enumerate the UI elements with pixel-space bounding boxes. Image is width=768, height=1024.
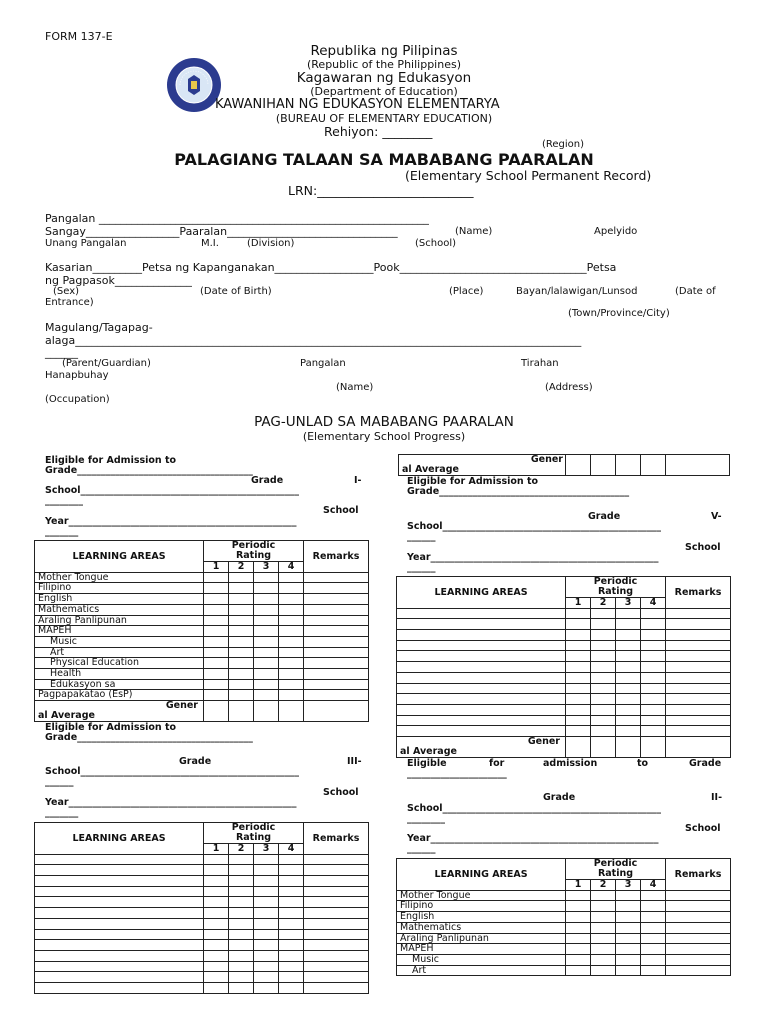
parent-field: alaga____________________________________________________________________________________________ xyxy=(45,334,582,347)
school-year-label-g5: School xyxy=(685,542,721,553)
table-row xyxy=(35,876,369,887)
year-field-cont-g3: _______ xyxy=(45,807,79,818)
date-of-entrance-label: (Date of xyxy=(675,286,716,297)
region-label: (Region) xyxy=(542,139,585,150)
sex-label: (Sex) xyxy=(53,286,80,297)
table-row xyxy=(397,651,731,662)
school-year-label-g1: School xyxy=(323,505,359,516)
eligible-grade-field-g1: Grade_____________________________________ xyxy=(45,465,253,476)
table-row xyxy=(397,640,731,651)
table-row xyxy=(397,704,731,715)
grade-label-g5: Grade xyxy=(588,511,621,522)
learning-areas-header: LEARNING AREAS xyxy=(35,541,204,573)
bureau-title-en: (BUREAU OF ELEMENTARY EDUCATION) xyxy=(275,112,493,125)
year-field-cont-g1: _______ xyxy=(45,526,79,537)
table-row xyxy=(35,865,369,876)
eligible-label-g2-e: Grade xyxy=(689,758,722,769)
table-row: Filipino xyxy=(397,901,731,912)
school-field-cont-g2: ________ xyxy=(407,813,445,824)
form-title: PALAGIANG TALAAN SA MABABANG PAARALAN xyxy=(174,150,594,169)
school-field-g1: School______________________________________________ xyxy=(45,485,300,496)
department-title: Kagawaran ng Edukasyon xyxy=(296,70,472,86)
grade-number-g2: II- xyxy=(711,792,723,803)
table-row xyxy=(397,630,731,641)
table-row: MAPEH xyxy=(397,944,731,955)
eligible-label-g2-d: to xyxy=(637,758,649,769)
division-school-field: Sangay_________________Paaralan_______________________________ xyxy=(45,225,398,238)
quarter-3: 3 xyxy=(616,598,641,609)
grade-number-g1: I- xyxy=(354,475,362,486)
table-row xyxy=(35,886,369,897)
table-row: English xyxy=(35,594,369,605)
form-subtitle: (Elementary School Permanent Record) xyxy=(405,168,652,183)
table-row: English xyxy=(397,912,731,923)
periodic-rating-header: Periodic Rating xyxy=(204,823,304,844)
eligible-grade-field-g2: _____________________ xyxy=(407,768,507,779)
parent-label: Magulang/Tagapag- xyxy=(45,321,153,334)
town-province-city-label: (Town/Province/City) xyxy=(568,308,670,319)
year-field-g3: Year________________________________________________ xyxy=(45,797,297,808)
grade-label-g2: Grade xyxy=(543,792,576,803)
sex-birth-place-field: Kasarian_________Petsa ng Kapanganakan__________________Pook__________________________________Petsa xyxy=(45,261,617,274)
quarter-3: 3 xyxy=(254,562,279,573)
grade-label-g1: Grade xyxy=(251,475,284,486)
form-number: FORM 137-E xyxy=(45,30,113,43)
table-row xyxy=(35,940,369,951)
table-row: Health xyxy=(35,669,369,680)
school-year-label-g2: School xyxy=(685,823,721,834)
year-field-cont-g2: ______ xyxy=(407,843,436,854)
table-row xyxy=(397,608,731,619)
date-of-birth-label: (Date of Birth) xyxy=(200,286,272,297)
eligible-label-g2-a: Eligible xyxy=(407,758,447,769)
remarks-header: Remarks xyxy=(304,823,369,855)
year-field-g2: Year________________________________________________ xyxy=(407,833,659,844)
remarks-header: Remarks xyxy=(666,577,731,609)
table-row xyxy=(397,715,731,726)
table-row: Pagpapakatao (EsP) xyxy=(35,690,369,701)
table-row xyxy=(35,908,369,919)
periodic-rating-header: Periodic Rating xyxy=(566,577,666,598)
quarter-2: 2 xyxy=(229,562,254,573)
general-average-row: Gener al Average xyxy=(397,736,731,757)
eligible-grade-field-g3: Grade_____________________________________ xyxy=(45,732,253,743)
table-row: MAPEH xyxy=(35,626,369,637)
name-field: Pangalan ____________________________________________________________ xyxy=(45,212,429,225)
address-label-tl: Tirahan xyxy=(521,358,559,369)
periodic-rating-header: Periodic Rating xyxy=(204,541,304,562)
date-of-entrance-field: ng Pagpasok______________ xyxy=(45,274,192,287)
town-label: Bayan/lalawigan/Lunsod xyxy=(516,286,638,297)
eligible-label-g3: Eligible for Admission to xyxy=(45,722,177,733)
quarter-2: 2 xyxy=(591,880,616,891)
school-field-g3: School______________________________________________ xyxy=(45,766,300,777)
quarter-1: 1 xyxy=(204,844,229,855)
year-field-cont-g5: ______ xyxy=(407,562,436,573)
surname-label: Apelyido xyxy=(594,226,638,237)
grade-number-g3: III- xyxy=(347,756,362,767)
remarks-header: Remarks xyxy=(304,541,369,573)
remarks-header: Remarks xyxy=(666,859,731,891)
school-field-g5: School______________________________________________ xyxy=(407,521,662,532)
name-label-en: (Name) xyxy=(336,382,374,393)
table-row xyxy=(35,897,369,908)
division-label: (Division) xyxy=(247,238,295,249)
quarter-1: 1 xyxy=(566,880,591,891)
table-row: Art xyxy=(35,647,369,658)
table-row: Physical Education xyxy=(35,658,369,669)
republic-title-en: (Republic of the Philippines) xyxy=(306,58,461,71)
address-label-en: (Address) xyxy=(545,382,593,393)
school-field-cont-g5: ______ xyxy=(407,531,436,542)
occupation-label-tl: Hanapbuhay xyxy=(45,370,109,381)
entrance-label: Entrance) xyxy=(45,297,94,308)
first-name-label: Unang Pangalan xyxy=(45,238,127,249)
parent-field-cont: ______ xyxy=(45,346,78,359)
table-row xyxy=(397,694,731,705)
progress-subtitle: (Elementary School Progress) xyxy=(302,430,466,443)
grade-2-ratings-table xyxy=(396,858,731,976)
quarter-1: 1 xyxy=(204,562,229,573)
table-row xyxy=(35,972,369,983)
occupation-label-en: (Occupation) xyxy=(45,394,110,405)
eligible-label-g2-c: admission xyxy=(543,758,598,769)
table-row xyxy=(35,918,369,929)
table-row: Music xyxy=(397,954,731,965)
table-row xyxy=(35,961,369,972)
table-row xyxy=(35,854,369,865)
department-title-en: (Department of Education) xyxy=(310,85,458,98)
table-row: Filipino xyxy=(35,583,369,594)
table-row xyxy=(397,683,731,694)
general-average-row: Gener al Average xyxy=(35,701,369,722)
quarter-4: 4 xyxy=(641,880,666,891)
learning-areas-header: LEARNING AREAS xyxy=(397,859,566,891)
table-row: Music xyxy=(35,636,369,647)
table-row xyxy=(397,619,731,630)
table-row: Mother Tongue xyxy=(35,572,369,583)
table-row: Mathematics xyxy=(397,922,731,933)
grade-3-ratings-table xyxy=(34,822,369,994)
quarter-2: 2 xyxy=(229,844,254,855)
table-row xyxy=(35,950,369,961)
quarter-4: 4 xyxy=(641,598,666,609)
eligible-label-g5: Eligible for Admission to xyxy=(407,476,539,487)
quarter-3: 3 xyxy=(616,880,641,891)
table-row xyxy=(397,726,731,737)
table-row xyxy=(35,929,369,940)
table-row xyxy=(397,672,731,683)
middle-initial-label: M.I. xyxy=(201,238,219,249)
table-row: Art xyxy=(397,965,731,976)
school-year-label-g3: School xyxy=(323,787,359,798)
school-label: (School) xyxy=(415,238,457,249)
periodic-rating-header: Periodic Rating xyxy=(566,859,666,880)
name-label: (Name) xyxy=(455,226,493,237)
region-field: Rehiyon: ________ xyxy=(324,124,433,139)
learning-areas-header: LEARNING AREAS xyxy=(35,823,204,855)
grade-5-ratings-table xyxy=(396,576,731,758)
table-row xyxy=(35,982,369,993)
year-field-g1: Year________________________________________________ xyxy=(45,516,297,527)
place-label: (Place) xyxy=(449,286,484,297)
school-field-g2: School______________________________________________ xyxy=(407,803,662,814)
grade-label-g3: Grade xyxy=(179,756,212,767)
eligible-label-g2-b: for xyxy=(489,758,505,769)
eligible-grade-field-g5: Grade________________________________________ xyxy=(407,486,630,497)
table-row: Araling Panlipunan xyxy=(35,615,369,626)
table-row xyxy=(397,662,731,673)
parent-guardian-label: (Parent/Guardian) xyxy=(62,358,151,369)
school-field-cont-g3: ______ xyxy=(45,776,74,787)
lrn-field: LRN:_________________________ xyxy=(288,183,474,198)
quarter-3: 3 xyxy=(254,844,279,855)
grade-1-ratings-table xyxy=(34,540,369,722)
quarter-2: 2 xyxy=(591,598,616,609)
learning-areas-header: LEARNING AREAS xyxy=(397,577,566,609)
grade-number-g5: V- xyxy=(711,511,722,522)
table-row: Edukasyon sa xyxy=(35,679,369,690)
republic-title: Republika ng Pilipinas xyxy=(310,43,458,59)
bureau-title: KAWANIHAN NG EDUKASYON ELEMENTARYA xyxy=(215,97,500,112)
quarter-1: 1 xyxy=(566,598,591,609)
quarter-4: 4 xyxy=(279,562,304,573)
progress-title: PAG-UNLAD SA MABABANG PAARALAN xyxy=(254,414,514,430)
table-row: Mathematics xyxy=(35,604,369,615)
general-average-table-top: Gener al Average xyxy=(398,454,730,476)
table-row: Mother Tongue xyxy=(397,890,731,901)
table-row: Araling Panlipunan xyxy=(397,933,731,944)
quarter-4: 4 xyxy=(279,844,304,855)
school-field-cont-g1: ________ xyxy=(45,495,83,506)
eligible-label-g1: Eligible for Admission to xyxy=(45,455,177,466)
year-field-g5: Year________________________________________________ xyxy=(407,552,659,563)
parent-name-label: Pangalan xyxy=(300,358,346,369)
